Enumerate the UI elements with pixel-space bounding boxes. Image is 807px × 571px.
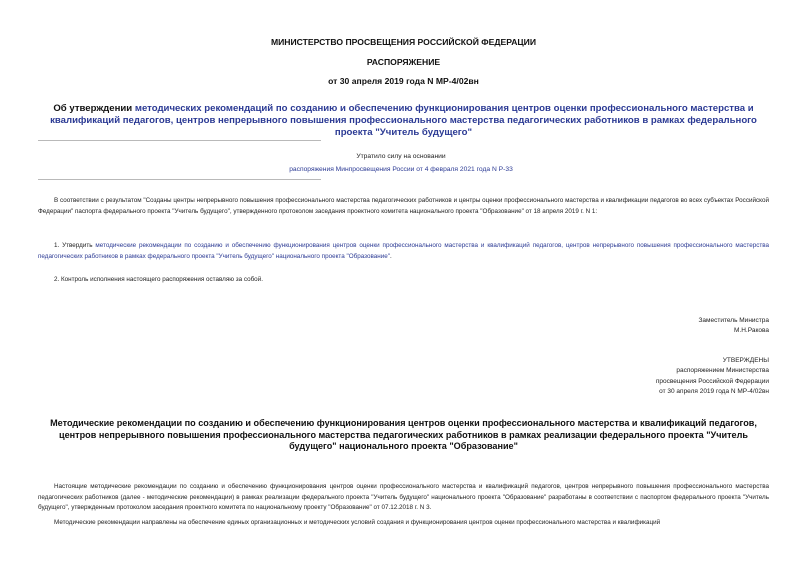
document-type: РАСПОРЯЖЕНИЕ bbox=[366, 57, 441, 67]
title-prefix: Об утверждении bbox=[53, 103, 135, 114]
approval-block bbox=[656, 356, 769, 398]
item-1-link[interactable]: методические рекомендации по созданию и обеспечению функционирования центров оценки профессионального мастерства и квалификаций педагогов, центров непрерывного повышения профессионального мастерства педагогических работников в рамках федерального проекта "Учитель будущего" национального проекта "Образование" bbox=[38, 242, 770, 260]
repeal-notice bbox=[289, 150, 513, 176]
document-date-number: от 30 апреля 2019 года N МР-4/02вн bbox=[328, 76, 479, 86]
signature-position: Заместитель Министра bbox=[698, 317, 769, 324]
repeal-notice-text: Утратило силу на основании bbox=[356, 153, 446, 160]
approval-line-2: просвещения Российской Федерации bbox=[655, 377, 769, 385]
signature-block bbox=[699, 316, 770, 337]
document-title bbox=[30, 103, 777, 139]
item-1-paragraph bbox=[38, 241, 769, 262]
section-paragraph-1: Настоящие методические рекомендации по созданию и обеспечению функционирования центров оценки профессионального мастерства и квалификаций педагогов, центров непрерывного повышения профессионального мастерства педагогических работников (далее - методические рекомендации) в рамках реализации федерального проекта "Учитель будущего" национального проекта "Образование" разработаны в соответствии с паспортом федерального проекта "Учитель будущего", утвержденным протоколом заседания проектного комитета по национальному проекту "Образование" от 07.12.2018 г. N 3. bbox=[38, 483, 769, 512]
divider-bottom bbox=[38, 179, 321, 180]
approval-heading: УТВЕРЖДЕНЫ bbox=[722, 357, 769, 364]
divider-top bbox=[38, 140, 321, 141]
approval-line-1: распоряжением Министерства bbox=[676, 367, 769, 375]
item-2-paragraph: 2. Контроль исполнения настоящего распоряжения оставляю за собой. bbox=[54, 276, 263, 283]
section-paragraph-2: Методические рекомендации направлены на обеспечение единых организационных и методических условий создания и функционирования центров оценки профессионального мастерства и квалификаций bbox=[54, 519, 661, 526]
section-title: Методические рекомендации по созданию и обеспечению функционирования центров оценки профессионального мастерства и квалификаций педагогов, центров непрерывного повышения профессионального мастерства педагогических работников в рамках реализации федерального проекта "Учитель будущего" национального проекта "Образование" bbox=[50, 418, 757, 451]
item-1-suffix: . bbox=[389, 252, 392, 260]
title-link[interactable]: методических рекомендаций по созданию и обеспечению функционирования центров оценки профессионального мастерства и квалификаций педагогов, центров непрерывного повышения профессионального мастерства педагогических работников в рамках федерального проекта "Учитель будущего" bbox=[50, 103, 757, 138]
repeal-notice-link[interactable]: распоряжения Минпросвещения России от 4 февраля 2021 года N Р-33 bbox=[289, 166, 513, 173]
approval-line-3: от 30 апреля 2019 года N МР-4/02вн bbox=[659, 388, 769, 396]
signature-name: М.Н.Ракова bbox=[734, 327, 769, 335]
ministry-name: МИНИСТЕРСТВО ПРОСВЕЩЕНИЯ РОССИЙСКОЙ ФЕДЕРАЦИИ bbox=[270, 37, 537, 47]
intro-paragraph: В соответствии с результатом "Созданы центры непрерывного повышения профессионального мастерства педагогических работников и центры оценки профессионального мастерства и квалификации педагогов во всех субъектах Российской Федерации" паспорта федерального проекта "Учитель будущего", утвержденного протоколом заседания проектного комитета национального проекта "Образование" от 18 апреля 2019 г. N 1: bbox=[38, 197, 769, 215]
item-1-prefix: 1. Утвердить bbox=[54, 242, 96, 249]
